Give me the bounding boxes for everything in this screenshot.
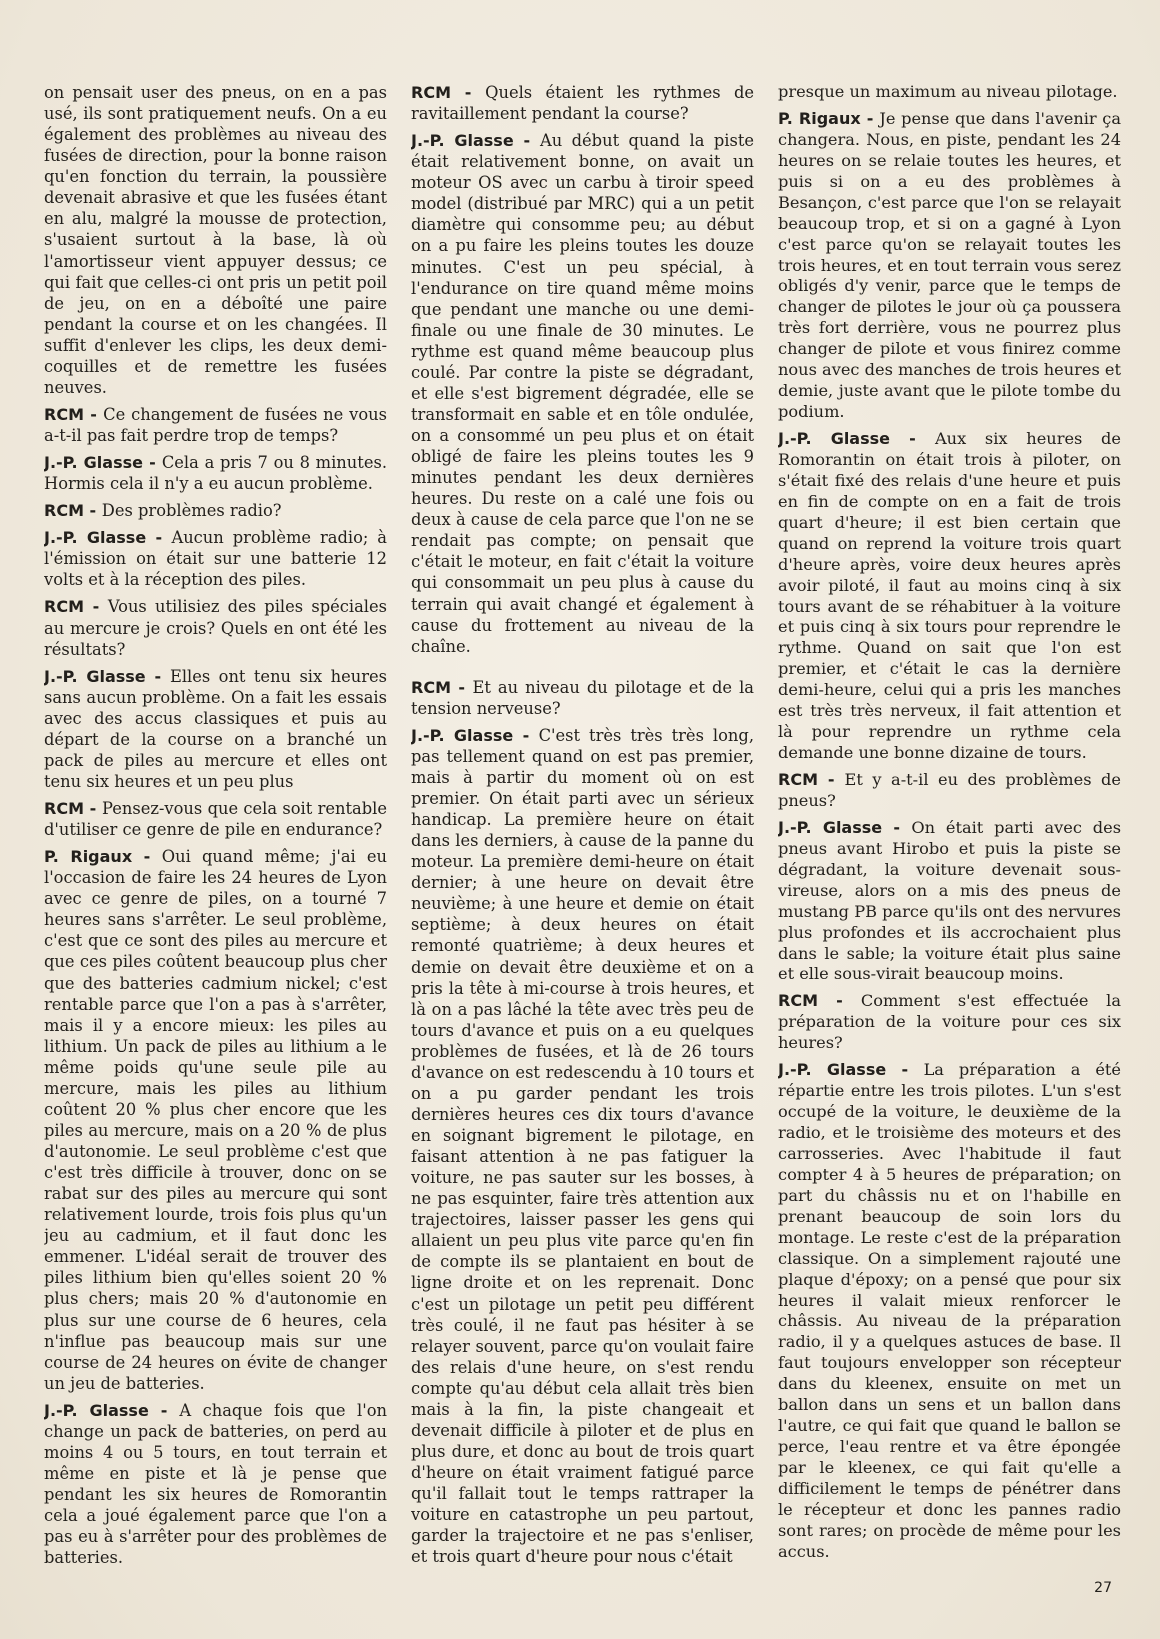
- interview-paragraph: [44, 500, 387, 521]
- interview-paragraph: [778, 770, 1121, 812]
- article-columns: [44, 82, 1122, 1582]
- interview-paragraph: [44, 404, 387, 446]
- paragraph-text: on pensait user des pneus, on en a pas usé, ils sont pratiquement neufs. On a eu également des problèmes au niveau des fusées de direction, pour la bonne raison qu'en fonction du terrain, la poussière devenait abrasive et que les fusées étant en alu, malgré la mousse de protection, s'usaient surtout à la base, là où l'amortisseur vient appuyer dessus; ce qui fait que celles-ci ont pris un petit poil de jeu, on en a déboîté une paire pendant la course et on les changées. Il suffit d'enlever les clips, les deux demi-coquilles et de remettre les fusées neuves.: [44, 83, 387, 397]
- paragraph-text: Elles ont tenu six heures sans aucun problème. On a fait les essais avec des accus classiques et puis au départ de la course on a branché un pack de piles au mercure et elles ont tenu six heures et un peu plus: [44, 666, 387, 791]
- interview-paragraph: [778, 82, 1121, 103]
- interview-paragraph: [44, 452, 387, 494]
- interview-paragraph: [778, 991, 1121, 1054]
- speaker-label: J.-P. Glasse -: [411, 131, 540, 151]
- interview-paragraph: [411, 130, 754, 657]
- paragraph-text: La préparation a été répartie entre les trois pilotes. L'un s'est occupé de la voiture, le deuxième de la radio, et le troisième des moteurs et des carrosseries. Avec l'habitude il faut compter 4 à 5 heures de préparation; on part du châssis nu et on l'habille en prenant beaucoup de soin lors du montage. Le reste c'est de la préparation classique. On a simplement rajouté une plaque d'époxy; on a pensé que pour six heures il valait mieux renforcer le châssis. Au niveau de la préparation radio, il y a quelques astuces de base. Il faut toujours envelopper son récepteur dans du kleenex, ensuite on met un ballon dans un sens et un ballon dans l'autre, ce qui fait que quand le ballon se perce, l'eau rentre et va être épongée par le kleenex, ce qui fait qu'elle a difficilement le temps de pénétrer dans le récepteur et donc les pannes radio sont rares; on procède de même pour les accus.: [778, 1060, 1121, 1561]
- interview-paragraph: [44, 82, 387, 398]
- interview-paragraph: [44, 1400, 387, 1569]
- paragraph-text: Vous utilisiez des piles spéciales au mercure je crois? Quels en ont été les résultats?: [44, 597, 387, 659]
- column-1: [44, 82, 387, 1582]
- speaker-label: J.-P. Glasse -: [411, 725, 539, 745]
- speaker-label: J.-P. Glasse -: [44, 528, 172, 548]
- speaker-label: RCM -: [411, 677, 473, 697]
- paragraph-text: Quels étaient les rythmes de ravitaillement pendant la course?: [411, 83, 754, 124]
- speaker-label: RCM -: [411, 83, 486, 102]
- speaker-label: J.-P. Glasse -: [44, 666, 170, 686]
- paragraph-text: Aucun problème radio; à l'émission on était sur une batterie 12 volts et à la réception des piles.: [44, 528, 387, 590]
- speaker-label: RCM -: [44, 597, 108, 617]
- paragraph-text: Au début quand la piste était relativement bonne, on avait un moteur OS avec un carbu à tiroir speed model (distribué par MRC) qui a un petit diamètre qui consomme peu; au début on a pu faire les pleins toutes les douze minutes. C'est un peu spécial, à l'endurance on tire quand même moins que pendant une manche ou une demi-finale ou une finale de 30 minutes. Le rythme est quand même beaucoup plus coulé. Par contre la piste se dégradant, et elle s'est bigrement dégradée, elle se transformait en sable et en tôle ondulée, on a consommé un peu plus et on était obligé de faire les pleins toutes les 9 minutes pendant les deux dernières heures. Du reste on a calé une fois ou deux à cause de cela parce que l'on ne se rendait pas compte; on pensait que c'était le moteur, en fait c'était la voiture qui consommait un peu plus à cause du terrain qui avait changé et également à cause du frottement au niveau de la chaîne.: [411, 131, 754, 656]
- interview-paragraph: [44, 798, 387, 840]
- speaker-label: RCM -: [44, 799, 103, 818]
- speaker-label: J.-P. Glasse -: [778, 817, 912, 837]
- interview-paragraph: [778, 109, 1121, 423]
- interview-paragraph: [44, 666, 387, 792]
- paragraph-text: Aux six heures de Romorantin on était trois à piloter, on s'était fixé des relais d'une heure et puis en fin de compte on en a fait de trois quart d'heure; il est bien certain que quand on reprend la voiture trois quart d'heure après, voire deux heures après avoir piloté, il faut au moins cinq à six tours avant de se réhabituer à la voiture et puis cinq à six tours pour reprendre le rythme. Quand on sait que l'on est premier, et c'était le cas la dernière demi-heure, celui qui a pris les manches est très très nerveux, il fait attention et là pour reprendre un rythme cela demande une bonne dizaine de tours.: [778, 429, 1121, 763]
- paragraph-text: Et au niveau du pilotage et de la tension nerveuse?: [411, 677, 754, 718]
- speaker-label: J.-P. Glasse -: [778, 1060, 924, 1080]
- speaker-label: J.-P. Glasse -: [44, 1400, 180, 1420]
- paragraph-text: C'est très très très long, pas tellement quand on est pas premier, mais à partir du moment où on est premier. On était parti avec un sérieux handicap. La première heure on était dans les derniers, à cause de la panne du moteur. La première demi-heure on était dernier; à une heure on devait être neuvième; à une heure et demie on était septième; à deux heures on était remonté quatrième; à deux heures et demie on devait être deuxième et on a pris la tête à mi-course à trois heures, et là on a pas lâché la tête avec très peu de tours d'avance et puis on a eu quelques problèmes de fusées, et là de 26 tours d'avance on est redescendu à 10 tours et on a pu garder pendant les trois dernières heures ces dix tours d'avance en soignant bigrement le pilotage, en faisant attention à ne pas fatiguer la voiture, ne pas sauter sur les bosses, à ne pas esquinter, faire très attention aux trajectoires, laisser passer les gens qui allaient un peu plus vite parce qu'en fin de compte ils se plantaient en bout de ligne droite et on les reprenait. Donc c'est un pilotage un petit peu différent très coulé, il ne faut pas hésiter à se relayer souvent, parce qu'on voulait faire des relais d'une heure, on s'est rendu compte qu'au début cela allait très bien mais à la fin, la piste changeait et devenait difficile à piloter et de plus en plus dure, et donc au bout de trois quart d'heure on était vraiment fatigué parce qu'il fallait tout le temps rattraper la voiture en catastrophe un peu partout, garder la trajectoire et ne pas s'enliser, et trois quart d'heure pour nous c'était: [411, 725, 754, 1567]
- paragraph-text: Je pense que dans l'avenir ça changera. Nous, en piste, pendant les 24 heures on se relaie toutes les heures, et puis si on a eu des problèmes à Besançon, c'est parce que l'on se relayait beaucoup trop, et si on a gagné à Lyon c'est parce qu'on se relayait toutes les trois heures, et en tout terrain vous serez obligés d'y venir, parce que le temps de changer de pilotes le jour où ça poussera très fort derrière, vous ne pourrez plus changer de pilote et vous finirez comme nous avec des manches de trois heures et demie, juste avant que le pilote tombe du podium.: [778, 108, 1121, 422]
- speaker-label: P. Rigaux -: [44, 847, 162, 867]
- interview-paragraph: [778, 818, 1121, 986]
- speaker-label: RCM -: [778, 991, 861, 1011]
- speaker-label: J.-P. Glasse -: [44, 453, 162, 473]
- paragraph-text: Pensez-vous que cela soit rentable d'utiliser ce genre de pile en endurance?: [44, 799, 387, 840]
- interview-paragraph: [411, 82, 754, 124]
- column-3: [778, 82, 1121, 1582]
- interview-paragraph: [44, 527, 387, 590]
- paragraph-text: Oui quand même; j'ai eu l'occasion de faire les 24 heures de Lyon avec ce genre de piles, on a tourné 7 heures sans s'arrêter. Le seul problème, c'est que ce sont des piles au mercure et que ces piles coûtent beaucoup plus cher que des batteries cadmium nickel; c'est rentable parce que l'on a pas à s'arrêter, mais il y a encore mieux: les piles au lithium. Un pack de piles au lithium a le même poids qu'une seule pile au mercure, mais les piles au lithium coûtent 20 % plus cher encore que les piles au mercure, mais on a 20 % de plus d'autonomie. Le seul problème c'est que c'est très difficile à trouver, donc on se rabat sur des piles au mercure qui sont relativement lourde, trois fois plus qu'un jeu au cadmium, et il faut donc les emmener. L'idéal serait de trouver des piles lithium bien qu'elles soient 20 % plus chers; mais 20 % d'autonomie en plus sur une course de 6 heures, cela n'influe pas beaucoup mais sur une course de 24 heures on évite de changer un jeu de batteries.: [44, 847, 387, 1393]
- page-number: 27: [1094, 1580, 1112, 1596]
- speaker-label: RCM -: [44, 501, 102, 521]
- speaker-label: RCM -: [778, 770, 845, 789]
- paragraph-text: Ce changement de fusées ne vous a-t-il pas fait perdre trop de temps?: [44, 404, 387, 445]
- speaker-label: P. Rigaux -: [778, 108, 880, 128]
- interview-paragraph: [44, 596, 387, 659]
- speaker-label: J.-P. Glasse -: [778, 429, 935, 448]
- paragraph-text: On était parti avec des pneus avant Hirobo et puis la piste se dégradant, la voiture devenait sous-vireuse, alors on a mis des pneus de mustang PB parce qu'ils ont des nervures plus profondes et ils accrochaient plus dans le sable; la voiture était plus saine et elle sous-virait beaucoup moins.: [778, 817, 1121, 984]
- paragraph-text: presque un maximum au niveau pilotage.: [778, 82, 1118, 101]
- interview-paragraph: [778, 429, 1121, 764]
- interview-paragraph: [411, 725, 754, 1568]
- paragraph-text: Comment s'est effectuée la préparation de la voiture pour ces six heures?: [778, 991, 1121, 1053]
- paragraph-text: Cela a pris 7 ou 8 minutes. Hormis cela il n'y a eu aucun problème.: [44, 453, 387, 494]
- paragraph-text: Des problèmes radio?: [101, 501, 282, 521]
- column-2: [411, 82, 754, 1582]
- paragraph-text: A chaque fois que l'on change un pack de batteries, on perd au moins 4 ou 5 tours, en tout terrain et même en piste et là je pense que pendant les six heures de Romorantin cela a joué également parce que l'on a pas eu à s'arrêter pour des problèmes de batteries.: [44, 1400, 387, 1568]
- interview-paragraph: [411, 677, 754, 719]
- speaker-label: RCM -: [44, 404, 104, 424]
- interview-paragraph: [778, 1060, 1121, 1563]
- paragraph-text: Et y a-t-il eu des problèmes de pneus?: [778, 770, 1121, 810]
- interview-paragraph: [44, 846, 387, 1394]
